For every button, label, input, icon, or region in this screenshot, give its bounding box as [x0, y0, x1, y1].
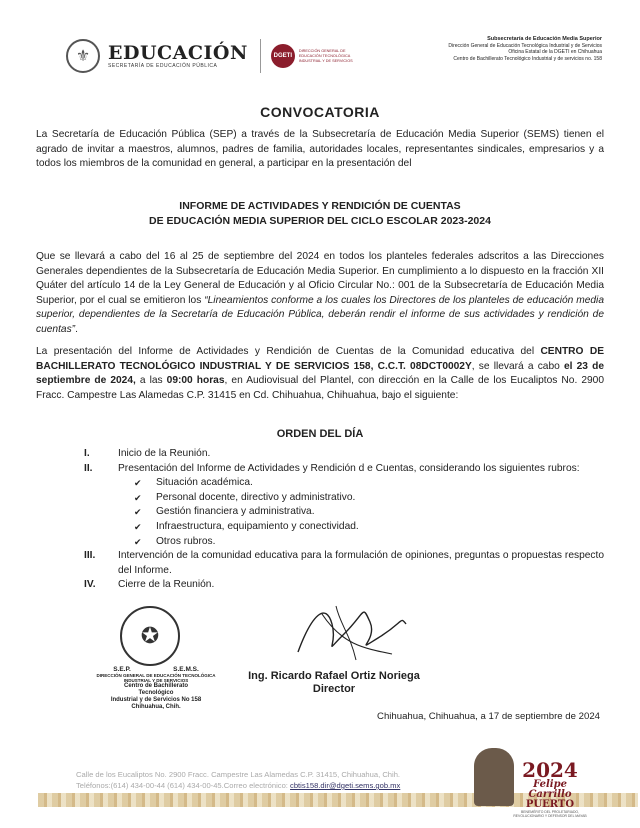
intro-paragraph: La Secretaría de Educación Pública (SEP) a través de la Subsecretaría de Educación Media Superior (SEMS) tienen el agrado de invitar a maestros, alumnos, padres de familia, autoridades locales, representantes sindicales, empresarios y a todos los miembros de la comunidad en general, a participar en la presentación del: [36, 129, 604, 170]
check-icon: ✔: [134, 492, 142, 503]
agenda-title: ORDEN DEL DÍA: [276, 428, 364, 440]
page-title: CONVOCATORIA: [260, 104, 380, 120]
check-icon: ✔: [134, 521, 142, 532]
stamp-seal-icon: ✪: [120, 606, 180, 666]
footer-email-link[interactable]: cbtis158.dir@dgeti.sems.gob.mx: [290, 781, 401, 790]
header-line-4: Centro de Bachillerato Tecnológico Industrial y de servicios no. 158: [453, 55, 602, 62]
document-date: Chihuahua, Chihuahua, a 17 de septiembre de 2024: [377, 711, 600, 722]
p3-a: La presentación del Informe de Actividades y Rendición de Cuentas de la Comunidad educativa del: [36, 346, 541, 357]
rubro-item: [84, 491, 604, 506]
header-divider: [260, 39, 261, 73]
check-icon: ✔: [134, 507, 142, 518]
agenda-num: III.: [84, 550, 96, 562]
official-stamp: [106, 606, 196, 670]
agenda-num: IV.: [84, 579, 96, 591]
header-line-3: Oficina Estatal de la DGETI en Chihuahua: [508, 49, 602, 55]
footer-contact: [76, 769, 400, 791]
stamp-sems: S.E.M.S.: [173, 666, 199, 673]
agenda-num: I.: [84, 448, 90, 459]
rubro-text: Infraestructura, equipamiento y conectividad.: [156, 520, 359, 532]
agenda-list: [84, 447, 604, 593]
dgeti-text: DIRECCIÓN GENERAL DE EDUCACIÓN TECNOLÓGICA INDUSTRIAL Y DE SERVICIOS: [298, 48, 353, 63]
rubro-text: Gestión financiera y administrativa.: [156, 506, 315, 518]
educacion-brand: [108, 43, 248, 69]
stamp-line: Centro de Bachillerato: [123, 683, 188, 689]
agenda-item: [84, 447, 604, 462]
signer-name: Ing. Ricardo Rafael Ortiz Noriega: [248, 670, 420, 682]
agenda-item: [84, 462, 604, 477]
agenda-text: Inicio de la Reunión.: [118, 448, 211, 459]
stamp-line: Tecnológico: [138, 690, 174, 696]
event-date: el 23 de septiembre de 2024,: [36, 360, 604, 387]
header-left: [66, 38, 369, 74]
schedule-end: .: [75, 323, 78, 335]
footer-phones: Teléfonos:(614) 434-00-44 (614) 434-00-45.Correo electrónico:: [76, 781, 291, 790]
p3-c: , se llevará a cabo: [471, 360, 564, 372]
agenda-item: [84, 578, 604, 593]
report-subtitle: [0, 199, 640, 229]
school-name: CENTRO DE BACHILLERATO TECNOLÓGICO INDUSTRIAL Y DE SERVICIOS 158, C.C.T. 08DCT0002Y: [36, 346, 604, 372]
p3-e: a las: [135, 375, 167, 387]
stamp-sep: S.E.P.: [113, 666, 131, 673]
brand-subtitle: SECRETARÍA DE EDUCACIÓN PÚBLICA: [108, 63, 218, 69]
subtitle-line-1: INFORME DE ACTIVIDADES Y RENDICIÓN DE CUENTAS: [179, 200, 461, 212]
signer-role: Director: [312, 683, 356, 695]
header-right: [448, 36, 602, 62]
header-line-2: Dirección General de Educación Tecnológica Industrial y de Servicios: [448, 42, 602, 49]
signature-graphic: [292, 594, 412, 666]
rubro-item: [84, 520, 604, 535]
agenda-text: Intervención de la comunidad educativa para la formulación de opiniones, preguntas o propuestas respecto del Informe.: [118, 550, 604, 576]
stamp-text: [92, 666, 220, 711]
rubro-item: [84, 505, 604, 520]
dgeti-logo-icon: DGETI: [271, 44, 295, 68]
rubro-text: Otros rubros.: [156, 535, 216, 547]
signer-block: [230, 670, 438, 696]
check-icon: ✔: [134, 478, 142, 489]
presentation-paragraph: [36, 345, 604, 403]
stamp-line: DIRECCIÓN GENERAL DE EDUCACIÓN TECNOLÓGICA INDUSTRIAL Y DE SERVICIOS: [96, 673, 216, 683]
footer-address: Calle de los Eucaliptos No. 2900 Fracc. Campestre Las Alamedas C.P. 31415, Chihuahua, Chih.: [76, 770, 401, 779]
subtitle-line-2: DE EDUCACIÓN MEDIA SUPERIOR DEL CICLO ESCOLAR 2023-2024: [149, 215, 491, 227]
rubro-text: Personal docente, directivo y administrativo.: [156, 491, 356, 503]
check-icon: ✔: [134, 536, 142, 547]
agenda-item: [84, 549, 604, 578]
schedule-paragraph: [36, 250, 604, 338]
header-line-1: Subsecretaría de Educación Media Superior: [487, 36, 602, 42]
mexico-seal-icon: ⚜: [66, 39, 100, 73]
rubro-item: [84, 476, 604, 491]
agenda-num: II.: [84, 462, 93, 474]
year-branding: [512, 760, 588, 818]
agenda-text: Presentación del Informe de Actividades y Rendición d e Cuentas, considerando los siguientes rubros:: [118, 462, 580, 474]
rubro-item: [84, 535, 604, 550]
branding-place: PUERTO: [525, 799, 575, 810]
brand-title: EDUCACIÓN: [108, 42, 248, 64]
lineamientos-quote: “Lineamientos conforme a los cuales los Directores de los planteles de educación media superior, dependientes de la Secretaría de Educación Pública, deberán rendir el informe de sus actividades y rendición de cuentas”: [36, 294, 604, 335]
p3-g: , en Audiovisual del Plantel, con dirección en la Calle de los Eucaliptos No. 2900 Fracc. Campestre Las Alamedas C.P. 31415 en Cd. Chihuahua, Chihuahua, bajo el siguiente:: [36, 375, 604, 401]
event-time: 09:00 horas: [166, 375, 225, 387]
footer-phones-line: [76, 780, 400, 791]
branding-year: 2024: [522, 758, 578, 782]
branding-name: Felipe Carrillo: [528, 779, 572, 800]
schedule-text: Que se llevará a cabo del 16 al 25 de septiembre del 2024 en todos los planteles federales adscritos a las Direcciones Generales dependientes de la Subsecretaría de Educación Media Superior. En cumplimiento a lo dispuesto en la fracción XII Quáter del artículo 14 de la Ley General de Educación y al Oficio Circular No.: 001 de la Subsecretaría de Educación Media Superior, por el cual se emitieron los: [36, 251, 604, 306]
stamp-line: Industrial y de Servicios No 158: [110, 697, 202, 703]
stamp-row: [92, 666, 220, 673]
branding-tagline: BENEMÉRITO DEL PROLETARIADO, REVOLUCIONARIO Y DEFENSOR DEL MAYAB: [513, 810, 587, 818]
stamp-line: Chihuahua, Chih.: [131, 704, 181, 710]
agenda-text: Cierre de la Reunión.: [118, 579, 215, 591]
portrait-image: [474, 748, 514, 806]
rubro-text: Situación académica.: [156, 477, 253, 489]
